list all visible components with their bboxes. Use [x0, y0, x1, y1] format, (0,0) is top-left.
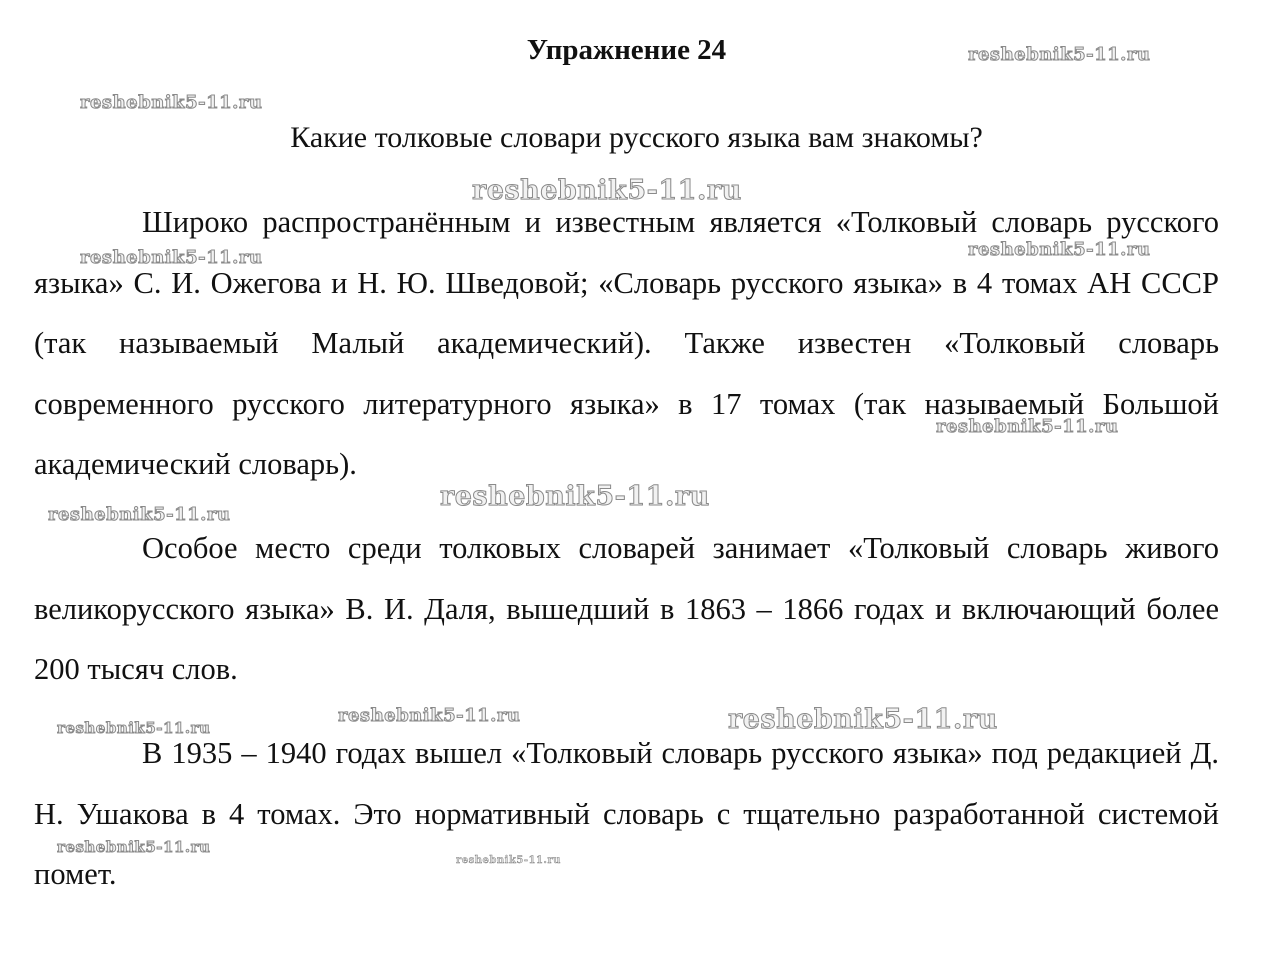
exercise-title: Упражнение 24 — [526, 34, 727, 66]
watermark: reshebnik5-11.ru — [80, 247, 263, 268]
watermark: reshebnik5-11.ru — [48, 504, 231, 525]
watermark: reshebnik5-11.ru — [456, 855, 561, 866]
watermark: reshebnik5-11.ru — [968, 44, 1151, 65]
watermark: reshebnik5-11.ru — [728, 704, 998, 735]
watermark: reshebnik5-11.ru — [968, 239, 1151, 260]
watermark: reshebnik5-11.ru — [936, 416, 1119, 437]
exercise-question: Какие толковые словари русского языка вам знакомы? — [290, 121, 983, 154]
watermark: reshebnik5-11.ru — [440, 481, 710, 512]
watermark: reshebnik5-11.ru — [57, 838, 211, 856]
watermark: reshebnik5-11.ru — [80, 92, 263, 113]
answer-paragraph-2: Особое место среди толковых словарей занимает «Толковый словарь живого великорусского языка» В. И. Даля, вышедший в 1863 – 1866 годах и включающий более 200 тысяч слов. — [34, 531, 1219, 686]
answer-paragraph-3: В 1935 – 1940 годах вышел «Толковый словарь русского языка» под редакцией Д. Н. Ушакова в 4 томах. Это нормативный словарь с тщательно разработанной системой помет. — [34, 736, 1219, 891]
watermark: reshebnik5-11.ru — [338, 705, 521, 726]
watermark: reshebnik5-11.ru — [57, 719, 211, 737]
watermark: reshebnik5-11.ru — [472, 175, 742, 206]
answer-paragraph-1: Широко распространённым и известным является «Толковый словарь русского языка» С. И. Ожегова и Н. Ю. Шведовой; «Словарь русского языка» в 4 томах АН СССР (так называемый Малый академический). Также известен «Толковый словарь современного русского литературного языка» в 17 томах (так называемый Большой академический словарь). — [34, 205, 1219, 481]
